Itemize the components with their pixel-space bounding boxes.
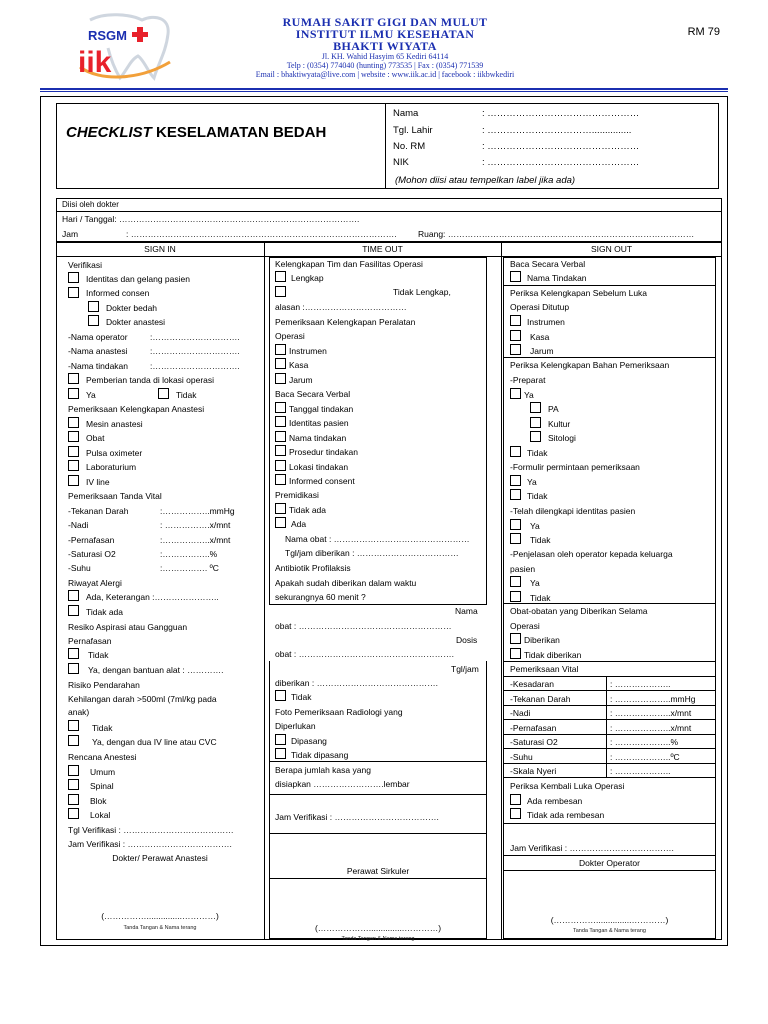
tidak-dipasang-label: Tidak dipasang [291,750,349,760]
kesadaran-label: -Kesadaran [510,679,554,689]
sign-in-signature-caption: Tanda Tangan & Nama terang [123,925,197,931]
identitas-pasien-label: Identitas pasien [289,418,349,428]
so-suhu-field[interactable]: : ………………..ºC [610,752,680,762]
resiko-ya-label: Ya, dengan bantuan alat : …………. [88,665,224,675]
tgl-tindakan-checkbox[interactable] [275,402,286,413]
pem-anastesi-heading: Pemeriksaan Kelengkapan Anastesi [68,404,205,414]
dokter-anastesi-label: Dokter anastesi [106,317,166,327]
institute-subname: BHAKTI WIYATA [333,39,437,53]
formulir-tidak-checkbox[interactable] [510,489,521,500]
tidak-lengkap-label: Tidak Lengkap, [393,287,451,297]
hospital-header [190,16,580,79]
so-jam-verifikasi-field[interactable]: Jam Verifikasi : ………………………………. [510,843,674,853]
obat-label: Obat [86,433,105,443]
resiko-ya-checkbox[interactable] [68,663,79,674]
pernafasan-field[interactable]: :……………..x/mnt [160,535,231,545]
patient-name-field[interactable]: : ………………………………………… [482,108,640,119]
alergi-tidak-label: Tidak ada [86,607,124,617]
pendarahan-ya-label: Ya, dengan dua IV line atau CVC [92,737,217,747]
to-informed-label: Informed consent [289,476,355,486]
jam-verifikasi-field[interactable]: Jam Verifikasi : ………………………………. [68,839,232,849]
nama-tindakan-label: -Nama tindakan [68,361,129,371]
so-instrumen-label: Instrumen [527,317,565,327]
form-title: CHECKLIST KESELAMATAN BEDAH [66,124,327,141]
nama-operator-field[interactable]: :…………………………. [150,332,240,342]
premed-tidak-checkbox[interactable] [275,503,286,514]
sign-in-signer: Dokter/ Perawat Anastesi [112,853,208,863]
to-jarum-label: Jarum [289,375,313,385]
so-nama-tindakan-checkbox[interactable] [510,271,521,282]
suhu-field[interactable]: :……………. ºC [160,563,219,573]
tidak-diberikan-label: Tidak diberikan [524,650,582,660]
obat-heading-cont: Operasi [510,621,540,631]
tidak-lengkap-checkbox[interactable] [275,286,286,297]
to-nama-tindakan-label: Nama tindakan [289,433,347,443]
pemberian-tanda-checkbox[interactable] [68,373,79,384]
birth-date-field[interactable]: : ……………………………............... [482,125,632,136]
lokasi-label: Lokasi tindakan [289,462,349,472]
tgl-verifikasi-field[interactable]: Tgl Verifikasi : ………………………………… [68,825,234,835]
foto-divider [269,761,487,762]
so-suhu-label: -Suhu [510,752,533,762]
birth-date-label: Tgl. Lahir [393,125,433,136]
sign-in-header: SIGN IN [144,244,176,254]
to-kasa-checkbox[interactable] [275,358,286,369]
so-signer-divider [503,855,716,856]
to-signature-divider [269,878,487,879]
patient-label-note: (Mohon diisi atau tempelkan label jika ada) [395,175,576,186]
formulir-ya-label: Ya [527,477,537,487]
resiko-tidak-checkbox[interactable] [68,648,79,659]
penjelasan-tidak-checkbox[interactable] [510,591,521,602]
so-jarum-checkbox[interactable] [510,344,521,355]
telah-ya-label: Ya [530,521,540,531]
hospital-logo [70,12,180,82]
pem-alat-heading: Pemeriksaan Kelengkapan Peralatan [275,317,416,327]
info-divider [56,211,722,212]
diberikan-label: Diberikan [524,635,560,645]
so-nadi-field[interactable]: : ………………..x/mnt [610,708,692,718]
nama-label: Nama [455,606,478,616]
informed-label: Informed consen [86,288,150,298]
nyeri-label: -Skala Nyeri [510,766,557,776]
pulsa-checkbox[interactable] [68,446,79,457]
nama-anastesi-label: -Nama anastesi [68,346,128,356]
dipasang-checkbox[interactable] [275,734,286,745]
title-box [56,103,386,189]
rm-number-label: No. RM [393,141,426,152]
foto-heading-cont: Diperlukan [275,721,316,731]
vital-heading: Pemeriksaan Vital [510,664,579,674]
tanda-tidak-checkbox[interactable] [158,388,169,399]
lengkap-checkbox[interactable] [275,271,286,282]
pendarahan-heading: Risiko Pendarahan [68,680,140,690]
so-nama-tindakan-label: Nama Tindakan [527,273,587,283]
header-rule [40,88,728,90]
penjelasan-ya-checkbox[interactable] [510,576,521,587]
lab-label: Laboraturium [86,462,137,472]
to-instrumen-label: Instrumen [289,346,327,356]
preparat-ya-label: Ya [524,390,534,400]
alasan-field[interactable]: alasan :……………………………… [275,302,407,312]
to-jarum-checkbox[interactable] [275,373,286,384]
identitas-label: Identitas dan gelang pasien [86,274,190,284]
time-out-signer: Perawat Sirkuler [346,866,410,876]
institute-name: INSTITUT ILMU KESEHATAN [295,27,475,41]
pendarahan-ya-checkbox[interactable] [68,735,79,746]
tanda-ya-checkbox[interactable] [68,388,79,399]
filled-by-note: Diisi oleh dokter [62,200,119,209]
umum-label: Umum [90,767,116,777]
vital-row-line-6 [503,763,716,764]
header-rule-thin [40,91,728,92]
apakah-label-cont: sekurangnya 60 menit ? [275,592,366,602]
tidak-rembesan-checkbox[interactable] [510,808,521,819]
time-field[interactable]: : …………………………………………………………………………………. [126,229,397,239]
so-kasa-checkbox[interactable] [510,330,521,341]
lokasi-checkbox[interactable] [275,460,286,471]
nama-operator-label: -Nama operator [68,332,128,342]
column-divider-2 [501,242,502,940]
column-divider-1 [264,242,265,940]
rencana-heading: Rencana Anestesi [68,752,137,762]
dokter-anastesi-checkbox[interactable] [88,315,99,326]
penjelasan-label: -Penjelasan oleh operator kepada keluarga [510,549,673,559]
tgl-tindakan-label: Tanggal tindakan [289,404,354,414]
alergi-ada-checkbox[interactable] [68,590,79,601]
to-signer-divider [269,833,487,834]
antibiotik-heading: Antibiotik Profilaksis [275,563,351,573]
premedikasi-heading: Premidikasi [275,490,319,500]
informed-checkbox[interactable] [68,287,79,298]
blok-checkbox[interactable] [68,794,79,805]
to-instrumen-checkbox[interactable] [275,344,286,355]
lab-checkbox[interactable] [68,460,79,471]
kultur-checkbox[interactable] [530,417,541,428]
penjelasan-tidak-label: Tidak [530,593,551,603]
time-out-signature-line[interactable]: (………………...............…………) [314,923,442,933]
to-nama-tindakan-checkbox[interactable] [275,431,286,442]
pem-alat-heading-cont: Operasi [275,331,305,341]
rm-number-field[interactable]: : ………………………………………… [482,141,640,152]
so-divider-4 [503,661,716,662]
ada-rembesan-label: Ada rembesan [527,796,583,806]
formulir-tidak-label: Tidak [527,491,548,501]
iv-label: IV line [86,477,110,487]
so-divider-3 [503,603,716,604]
address: Jl. KH. Wahid Hasyim 65 Kediri 64114 [321,52,449,61]
identitas-checkbox[interactable] [68,272,79,283]
premed-ada-checkbox[interactable] [275,517,286,528]
date-field[interactable]: Hari / Tanggal: …………………………………………………………………………. [62,214,360,224]
vital-row-line-5 [503,748,716,749]
sign-in-signature-line[interactable]: (……………...............…………) [101,911,219,921]
time-out-signature-caption: Tanda Tangan & Nama terang [341,936,415,942]
preparat-ya-checkbox[interactable] [510,388,521,399]
nik-field[interactable]: : ………………………………………… [482,157,640,168]
suhu-label: -Suhu [68,563,91,573]
sitologi-checkbox[interactable] [530,431,541,442]
alergi-ada-label: Ada, Keterangan :………………….. [86,592,219,602]
identitas-pasien-checkbox[interactable] [275,416,286,427]
resiko-heading-cont: Pernafasan [68,636,112,646]
contact-email: Email : bhaktiwyata@live.com | website : www.iik.ac.id | facebook : iikbwkediri [255,70,515,79]
obat-checkbox[interactable] [68,431,79,442]
luka-heading: Periksa Kembali Luka Operasi [510,781,625,791]
pulsa-label: Pulsa oximeter [86,448,143,458]
so-signature-divider [503,870,716,871]
sign-out-signature-line[interactable]: (……………...............…………) [550,915,669,925]
lengkap-label: Lengkap [291,273,324,283]
telah-label: -Telah dilengkapi identitas pasien [510,506,636,516]
nyeri-field[interactable]: : ……………….. [610,766,671,776]
lokal-label: Lokal [90,810,111,820]
resiko-tidak-label: Tidak [88,650,109,660]
svg-text:RSGM: RSGM [88,28,127,43]
tanda-vital-heading: Pemeriksaan Tanda Vital [68,491,162,501]
to-jam-verifikasi-field[interactable]: Jam Verifikasi : ………………………………. [275,812,439,822]
preparat-tidak-checkbox[interactable] [510,446,521,457]
blok-label: Blok [90,796,107,806]
spinal-checkbox[interactable] [68,779,79,790]
nik-label: NIK [393,157,409,168]
alergi-tidak-checkbox[interactable] [68,605,79,616]
dipasang-label: Dipasang [291,736,327,746]
tekanan-field[interactable]: :……………..mmHg [160,506,235,516]
tgljam-label: Tgl/jam [451,664,479,674]
tanda-tidak-label: Tidak [176,390,197,400]
to-informed-checkbox[interactable] [275,474,286,485]
telah-tidak-checkbox[interactable] [510,533,521,544]
tekanan-label: -Tekanan Darah [68,506,129,516]
formulir-ya-checkbox[interactable] [510,475,521,486]
penjelasan-label-cont: pasien [510,564,536,574]
pemberian-tanda-label: Pemberian tanda di lokasi operasi [86,375,215,385]
antibiotik-tidak-checkbox[interactable] [275,690,286,701]
vital-row-line-1 [503,690,716,691]
ada-rembesan-checkbox[interactable] [510,794,521,805]
kehilangan-label: Kehilangan darah >500ml (7ml/kg pada [68,694,217,704]
saturasi-label: -Saturasi O2 [68,549,116,559]
so-pernafasan-field[interactable]: : ………………..x/mnt [610,723,692,733]
periksa-heading: Periksa Kelengkapan Sebelum Luka [510,288,648,298]
tanda-ya-label: Ya [86,390,96,400]
so-kasa-label: Kasa [530,332,550,342]
vital-row-line-2 [503,705,716,706]
sign-out-signature-caption: Tanda Tangan & Nama terang [573,928,646,934]
foto-heading: Foto Pemeriksaan Radiologi yang [275,707,403,717]
so-baca-heading: Baca Secara Verbal [510,259,586,269]
antibiotik-tgl-field[interactable]: diberikan : ……………………………………. [275,678,438,688]
baca-heading: Baca Secara Verbal [275,389,351,399]
pendarahan-tidak-checkbox[interactable] [68,720,79,731]
dokter-bedah-label: Dokter bedah [106,303,158,313]
iv-checkbox[interactable] [68,475,79,486]
tidak-rembesan-label: Tidak ada rembesan [527,810,605,820]
so-nadi-label: -Nadi [510,708,531,718]
room-field[interactable]: Ruang: …………………………………………………………………………… [418,229,695,239]
prosedur-checkbox[interactable] [275,445,286,456]
sign-out-signer: Dokter Operator [579,858,640,868]
pendarahan-tidak-label: Tidak [92,723,113,733]
periksa-heading-cont: Operasi Ditutup [510,302,570,312]
sign-out-header: SIGN OUT [590,244,633,254]
telah-ya-checkbox[interactable] [510,519,521,530]
umum-checkbox[interactable] [68,765,79,776]
obat-heading: Obat-obatan yang Diberikan Selama [510,606,648,616]
preparat-label: -Preparat [510,375,546,385]
mesin-checkbox[interactable] [68,417,79,428]
dosis-label: Dosis [456,635,478,645]
antibiotik-dosis-field[interactable]: obat : ………………………………………………. [275,649,454,659]
so-tekanan-label: -Tekanan Darah [510,694,571,704]
so-divider-2 [503,357,716,358]
penjelasan-ya-label: Ya [530,578,540,588]
tgl-jam-field[interactable]: Tgl/jam diberikan : ……………………………… [285,548,459,558]
so-divider-1 [503,285,716,286]
alergi-heading: Riwayat Alergi [68,578,122,588]
pa-checkbox[interactable] [530,402,541,413]
dokter-bedah-checkbox[interactable] [88,301,99,312]
antibiotik-tidak-label: Tidak [291,692,312,702]
nama-anastesi-field[interactable]: :…………………………. [150,346,240,356]
so-divider-5 [503,823,716,824]
time-out-header: TIME OUT [362,244,403,254]
so-jarum-label: Jarum [530,346,554,356]
prosedur-label: Prosedur tindakan [289,447,358,457]
kasa-count-field[interactable]: disiapkan …………………….lembar [275,779,410,789]
tidak-dipasang-checkbox[interactable] [275,748,286,759]
nama-tindakan-field[interactable]: :…………………………. [150,361,240,371]
nadi-label: -Nadi [68,520,89,530]
phone: Telp : (0354) 774040 (hunting) 773535 | Fax : (0354) 771539 [286,61,484,70]
periksa-bahan-heading: Periksa Kelengkapan Bahan Pemeriksaan [510,360,670,370]
vital-row-line-3 [503,719,716,720]
nama-obat-field[interactable]: Nama obat : ………………………………………… [285,534,470,544]
so-pernafasan-label: -Pernafasan [510,723,557,733]
diberikan-checkbox[interactable] [510,633,521,644]
pernafasan-label: -Pernafasan [68,535,115,545]
lokal-checkbox[interactable] [68,808,79,819]
saturasi-field[interactable]: :……………..% [160,549,218,559]
formulir-label: -Formulir permintaan pemeriksaan [510,462,640,472]
premed-tidak-label: Tidak ada [289,505,327,515]
resiko-heading: Resiko Aspirasi atau Gangguan [68,622,188,632]
form-code: RM 79 [687,26,720,38]
vital-row-line-4 [503,734,716,735]
kultur-label: Kultur [548,419,571,429]
so-instrumen-checkbox[interactable] [510,315,521,326]
kehilangan-label-cont: anak) [68,707,90,717]
kesadaran-field[interactable]: : ……………….. [610,679,671,689]
so-saturasi-label: -Saturasi O2 [510,737,558,747]
kelengkapan-heading: Kelengkapan Tim dan Fasilitas Operasi [275,259,423,269]
preparat-tidak-label: Tidak [527,448,548,458]
svg-text:iik: iik [78,46,112,79]
so-tekanan-field[interactable]: : ………………..mmHg [610,694,696,704]
to-kasa-label: Kasa [289,360,309,370]
apakah-label: Apakah sudah diberikan dalam waktu [275,578,417,588]
berapa-label: Berapa jumlah kasa yang [275,765,371,775]
telah-tidak-label: Tidak [530,535,551,545]
kasa-divider [269,794,487,795]
verifikasi-heading: Verifikasi [68,260,103,270]
time-label: Jam [62,229,79,239]
patient-name-label: Nama [393,108,419,119]
hospital-name: RUMAH SAKIT GIGI DAN MULUT [282,15,488,29]
nadi-field[interactable]: : …………….x/mnt [160,520,231,530]
spinal-label: Spinal [90,781,114,791]
antibiotik-nama-field[interactable]: obat : ……………………………………………… [275,621,452,631]
mesin-label: Mesin anastesi [86,419,143,429]
sitologi-label: Sitologi [548,433,576,443]
premed-ada-label: Ada [291,519,307,529]
so-saturasi-field[interactable]: : ………………..% [610,737,679,747]
tidak-diberikan-checkbox[interactable] [510,648,521,659]
pa-label: PA [548,404,559,414]
